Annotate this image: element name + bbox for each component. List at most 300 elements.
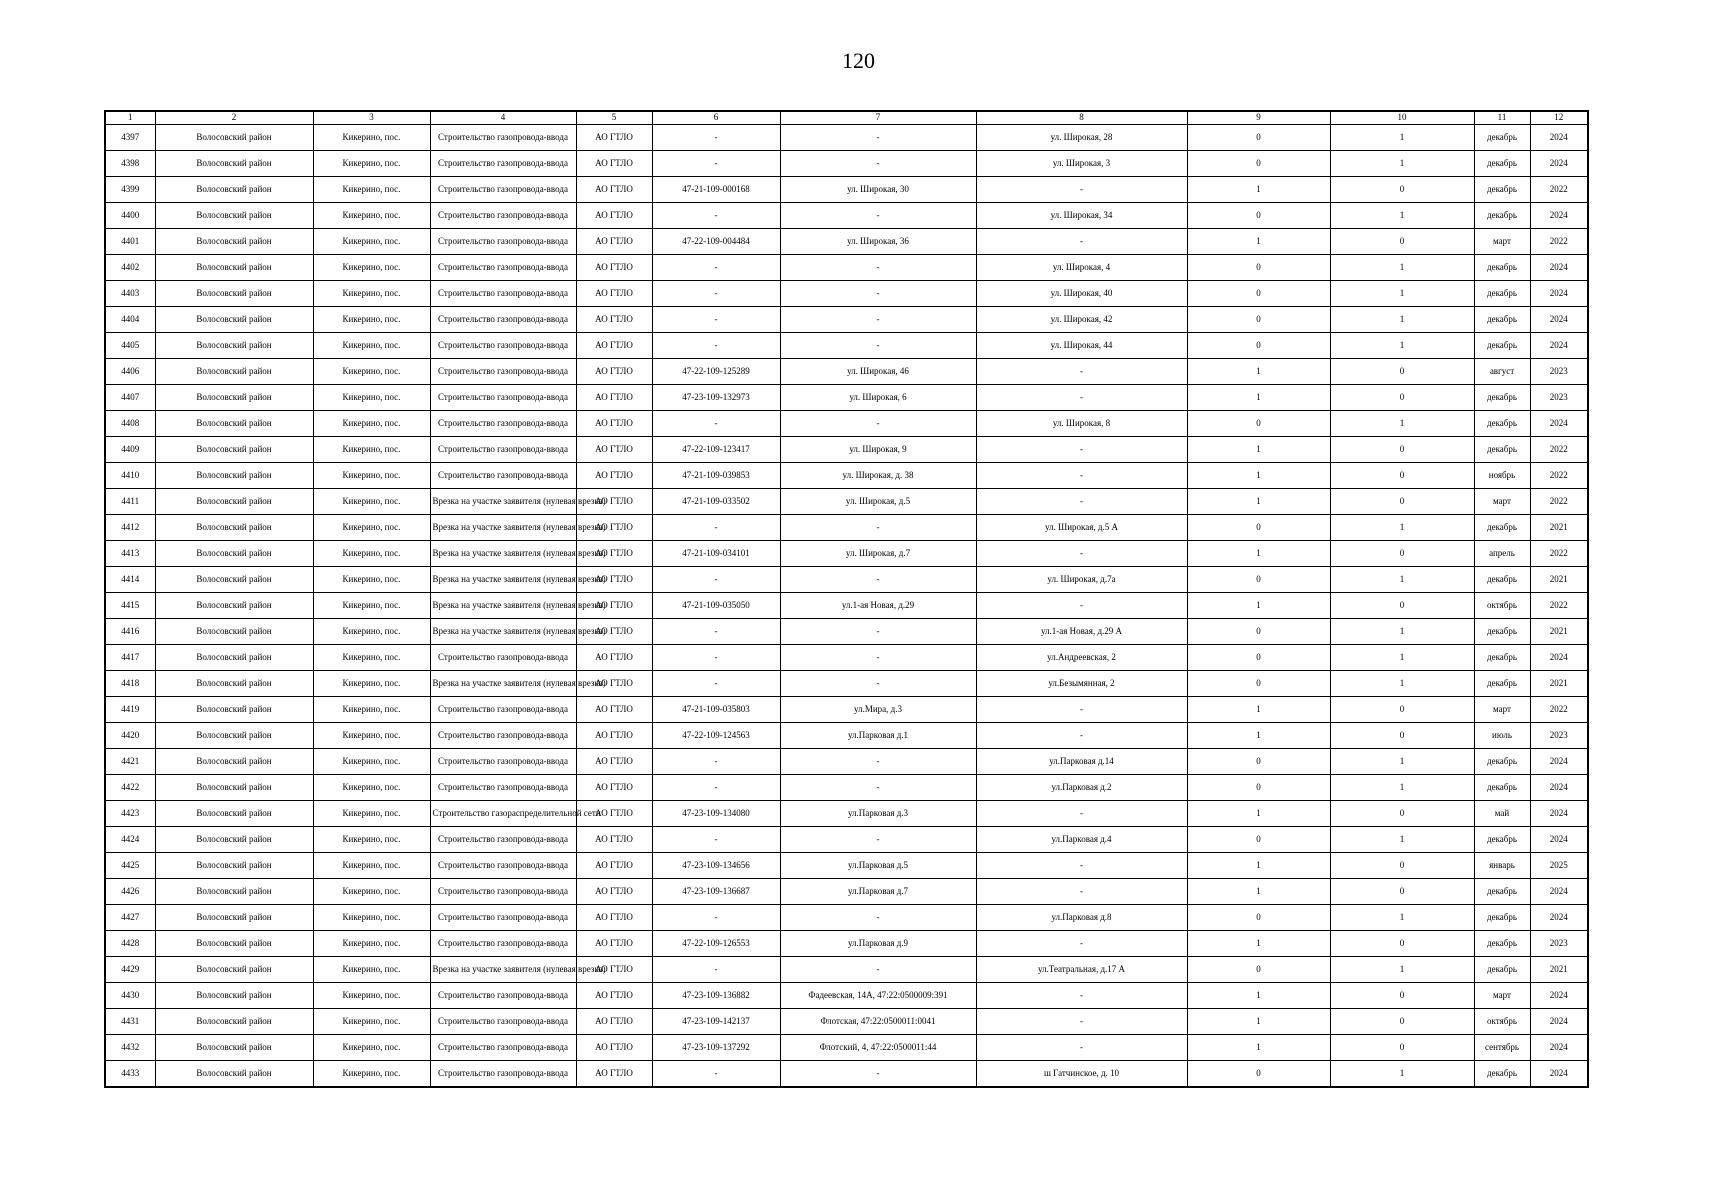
cell-address-a: ул. Широкая, 46 — [780, 359, 976, 385]
cell-cadastral-number: 47-22-109-126553 — [652, 931, 780, 957]
cell-cadastral-number: - — [652, 1061, 780, 1088]
cell-address-b: ул.Парковая д.4 — [976, 827, 1187, 853]
cell-month: январь — [1474, 853, 1530, 879]
cell-organization: АО ГТЛО — [576, 411, 652, 437]
cell-work-type: Строительство газораспределительной сети — [430, 801, 576, 827]
table-body — [105, 125, 1588, 1088]
cell-organization: АО ГТЛО — [576, 1035, 652, 1061]
cell-address-a: Флотский, 4, 47:22:0500011:44 — [780, 1035, 976, 1061]
cell-cadastral-number: 47-21-109-039853 — [652, 463, 780, 489]
cell-address-a: - — [780, 281, 976, 307]
cell-address-b: ул. Широкая, 28 — [976, 125, 1187, 151]
cell-address-b: ул.Театральная, д.17 А — [976, 957, 1187, 983]
table-row — [105, 255, 1588, 281]
table-row — [105, 1035, 1588, 1061]
table-row — [105, 203, 1588, 229]
cell-count-b: 0 — [1330, 541, 1474, 567]
cell-district: Волосовский район — [155, 1035, 313, 1061]
cell-address-a: - — [780, 749, 976, 775]
cell-month: декабрь — [1474, 411, 1530, 437]
cell-district: Волосовский район — [155, 723, 313, 749]
cell-address-a: - — [780, 957, 976, 983]
cell-work-type: Строительство газопровода-ввода — [430, 1035, 576, 1061]
cell-row-number: 4433 — [105, 1061, 155, 1088]
cell-year: 2021 — [1530, 515, 1588, 541]
cell-count-b: 0 — [1330, 359, 1474, 385]
cell-district: Волосовский район — [155, 905, 313, 931]
cell-month: декабрь — [1474, 125, 1530, 151]
cell-address-b: - — [976, 541, 1187, 567]
cell-count-b: 0 — [1330, 853, 1474, 879]
cell-address-b: ул. Широкая, 40 — [976, 281, 1187, 307]
cell-year: 2024 — [1530, 203, 1588, 229]
cell-address-b: - — [976, 801, 1187, 827]
cell-count-a: 1 — [1187, 463, 1330, 489]
cell-count-b: 1 — [1330, 411, 1474, 437]
table-row — [105, 853, 1588, 879]
cell-row-number: 4408 — [105, 411, 155, 437]
table-row — [105, 1009, 1588, 1035]
cell-cadastral-number: - — [652, 307, 780, 333]
cell-row-number: 4415 — [105, 593, 155, 619]
cell-organization: АО ГТЛО — [576, 1061, 652, 1088]
cell-organization: АО ГТЛО — [576, 255, 652, 281]
cell-district: Волосовский район — [155, 567, 313, 593]
cell-row-number: 4404 — [105, 307, 155, 333]
cell-row-number: 4403 — [105, 281, 155, 307]
cell-month: март — [1474, 229, 1530, 255]
cell-settlement: Кикерино, пос. — [313, 801, 430, 827]
cell-row-number: 4420 — [105, 723, 155, 749]
cell-count-a: 0 — [1187, 905, 1330, 931]
cell-count-a: 0 — [1187, 749, 1330, 775]
cell-address-a: - — [780, 671, 976, 697]
cell-row-number: 4416 — [105, 619, 155, 645]
cell-organization: АО ГТЛО — [576, 775, 652, 801]
cell-work-type: Строительство газопровода-ввода — [430, 203, 576, 229]
table-row — [105, 801, 1588, 827]
cell-month: декабрь — [1474, 385, 1530, 411]
cell-district: Волосовский район — [155, 281, 313, 307]
cell-count-a: 1 — [1187, 1009, 1330, 1035]
cell-address-b: ул. Широкая, 42 — [976, 307, 1187, 333]
cell-address-b: ул.Парковая д.14 — [976, 749, 1187, 775]
cell-year: 2023 — [1530, 359, 1588, 385]
cell-district: Волосовский район — [155, 411, 313, 437]
cell-organization: АО ГТЛО — [576, 905, 652, 931]
cell-address-a: ул. Широкая, 6 — [780, 385, 976, 411]
cell-cadastral-number: 47-23-109-134080 — [652, 801, 780, 827]
cell-settlement: Кикерино, пос. — [313, 1009, 430, 1035]
cell-organization: АО ГТЛО — [576, 697, 652, 723]
cell-year: 2024 — [1530, 125, 1588, 151]
cell-month: июль — [1474, 723, 1530, 749]
cell-district: Волосовский район — [155, 801, 313, 827]
cell-district: Волосовский район — [155, 255, 313, 281]
cell-district: Волосовский район — [155, 333, 313, 359]
cell-address-a: ул. Широкая, 30 — [780, 177, 976, 203]
page-number: 120 — [842, 48, 875, 73]
table-row — [105, 515, 1588, 541]
cell-year: 2024 — [1530, 307, 1588, 333]
cell-month: декабрь — [1474, 307, 1530, 333]
cell-settlement: Кикерино, пос. — [313, 463, 430, 489]
cell-district: Волосовский район — [155, 749, 313, 775]
cell-row-number: 4419 — [105, 697, 155, 723]
cell-settlement: Кикерино, пос. — [313, 931, 430, 957]
cell-address-a: - — [780, 827, 976, 853]
cell-row-number: 4418 — [105, 671, 155, 697]
cell-address-b: ул. Широкая, д.7а — [976, 567, 1187, 593]
cell-count-b: 0 — [1330, 983, 1474, 1009]
cell-cadastral-number: - — [652, 619, 780, 645]
cell-count-b: 1 — [1330, 333, 1474, 359]
cell-year: 2021 — [1530, 671, 1588, 697]
cell-address-a: ул. Широкая, 9 — [780, 437, 976, 463]
cell-settlement: Кикерино, пос. — [313, 437, 430, 463]
cell-count-a: 0 — [1187, 281, 1330, 307]
cell-district: Волосовский район — [155, 1061, 313, 1088]
cell-address-a: ул. Широкая, д.5 — [780, 489, 976, 515]
cell-settlement: Кикерино, пос. — [313, 905, 430, 931]
cell-settlement: Кикерино, пос. — [313, 177, 430, 203]
column-header-12: 12 — [1530, 111, 1588, 125]
cell-year: 2023 — [1530, 931, 1588, 957]
cell-cadastral-number: 47-22-109-124563 — [652, 723, 780, 749]
table-row — [105, 125, 1588, 151]
table-row — [105, 827, 1588, 853]
cell-address-b: - — [976, 931, 1187, 957]
table-row — [105, 697, 1588, 723]
cell-settlement: Кикерино, пос. — [313, 749, 430, 775]
cell-cadastral-number: 47-23-109-134656 — [652, 853, 780, 879]
cell-row-number: 4399 — [105, 177, 155, 203]
cell-address-a: - — [780, 125, 976, 151]
cell-count-b: 1 — [1330, 957, 1474, 983]
cell-count-a: 1 — [1187, 437, 1330, 463]
cell-address-a: Флотская, 47:22:0500011:0041 — [780, 1009, 976, 1035]
cell-count-a: 0 — [1187, 619, 1330, 645]
cell-settlement: Кикерино, пос. — [313, 775, 430, 801]
column-header-10: 10 — [1330, 111, 1474, 125]
table-row — [105, 723, 1588, 749]
cell-count-b: 1 — [1330, 1061, 1474, 1088]
cell-address-a: Фадеевская, 14А, 47:22:0500009:391 — [780, 983, 976, 1009]
cell-month: декабрь — [1474, 437, 1530, 463]
cell-address-b: - — [976, 463, 1187, 489]
cell-row-number: 4428 — [105, 931, 155, 957]
cell-year: 2024 — [1530, 1061, 1588, 1088]
cell-cadastral-number: - — [652, 775, 780, 801]
cell-count-a: 0 — [1187, 957, 1330, 983]
cell-district: Волосовский район — [155, 515, 313, 541]
cell-count-b: 0 — [1330, 723, 1474, 749]
cell-count-b: 1 — [1330, 671, 1474, 697]
table-row — [105, 749, 1588, 775]
cell-address-a: ул.Парковая д.1 — [780, 723, 976, 749]
cell-row-number: 4431 — [105, 1009, 155, 1035]
cell-month: декабрь — [1474, 645, 1530, 671]
cell-organization: АО ГТЛО — [576, 957, 652, 983]
cell-count-a: 0 — [1187, 411, 1330, 437]
cell-count-a: 1 — [1187, 801, 1330, 827]
cell-district: Волосовский район — [155, 177, 313, 203]
cell-district: Волосовский район — [155, 125, 313, 151]
cell-address-b: - — [976, 593, 1187, 619]
cell-year: 2025 — [1530, 853, 1588, 879]
cell-settlement: Кикерино, пос. — [313, 723, 430, 749]
cell-row-number: 4406 — [105, 359, 155, 385]
table-row — [105, 489, 1588, 515]
cell-count-a: 0 — [1187, 671, 1330, 697]
cell-row-number: 4422 — [105, 775, 155, 801]
table-row — [105, 541, 1588, 567]
cell-row-number: 4405 — [105, 333, 155, 359]
column-header-11: 11 — [1474, 111, 1530, 125]
cell-organization: АО ГТЛО — [576, 489, 652, 515]
cell-address-b: ул. Широкая, 4 — [976, 255, 1187, 281]
cell-work-type: Строительство газопровода-ввода — [430, 827, 576, 853]
cell-month: март — [1474, 983, 1530, 1009]
cell-district: Волосовский район — [155, 593, 313, 619]
cell-count-b: 1 — [1330, 151, 1474, 177]
cell-work-type: Строительство газопровода-ввода — [430, 125, 576, 151]
cell-settlement: Кикерино, пос. — [313, 541, 430, 567]
cell-organization: АО ГТЛО — [576, 593, 652, 619]
cell-address-b: - — [976, 1035, 1187, 1061]
cell-month: декабрь — [1474, 255, 1530, 281]
cell-count-a: 0 — [1187, 567, 1330, 593]
cell-count-a: 1 — [1187, 697, 1330, 723]
cell-year: 2024 — [1530, 775, 1588, 801]
cell-organization: АО ГТЛО — [576, 645, 652, 671]
cell-month: декабрь — [1474, 931, 1530, 957]
cell-count-a: 1 — [1187, 879, 1330, 905]
cell-year: 2024 — [1530, 827, 1588, 853]
table-row — [105, 411, 1588, 437]
cell-count-a: 0 — [1187, 645, 1330, 671]
table-row — [105, 385, 1588, 411]
cell-settlement: Кикерино, пос. — [313, 619, 430, 645]
cell-district: Волосовский район — [155, 1009, 313, 1035]
cell-organization: АО ГТЛО — [576, 853, 652, 879]
cell-year: 2024 — [1530, 905, 1588, 931]
cell-cadastral-number: - — [652, 567, 780, 593]
cell-count-b: 1 — [1330, 281, 1474, 307]
cell-count-a: 1 — [1187, 177, 1330, 203]
table-row — [105, 333, 1588, 359]
cell-cadastral-number: - — [652, 125, 780, 151]
cell-organization: АО ГТЛО — [576, 177, 652, 203]
cell-count-a: 1 — [1187, 931, 1330, 957]
cell-month: март — [1474, 489, 1530, 515]
cell-count-b: 0 — [1330, 593, 1474, 619]
cell-address-b: - — [976, 723, 1187, 749]
table-row — [105, 775, 1588, 801]
cell-organization: АО ГТЛО — [576, 229, 652, 255]
cell-cadastral-number: - — [652, 749, 780, 775]
cell-address-b: ул. Широкая, д.5 А — [976, 515, 1187, 541]
cell-month: декабрь — [1474, 827, 1530, 853]
cell-row-number: 4421 — [105, 749, 155, 775]
cell-month: октябрь — [1474, 1009, 1530, 1035]
cell-row-number: 4398 — [105, 151, 155, 177]
cell-count-b: 0 — [1330, 229, 1474, 255]
cell-count-a: 0 — [1187, 203, 1330, 229]
cell-address-b: ул.Парковая д.2 — [976, 775, 1187, 801]
cell-cadastral-number: 47-21-109-035050 — [652, 593, 780, 619]
cell-address-a: ул. Широкая, д. 38 — [780, 463, 976, 489]
cell-year: 2024 — [1530, 1035, 1588, 1061]
cell-settlement: Кикерино, пос. — [313, 1061, 430, 1088]
cell-address-a: - — [780, 515, 976, 541]
cell-count-b: 1 — [1330, 645, 1474, 671]
cell-count-a: 0 — [1187, 1061, 1330, 1088]
cell-cadastral-number: 47-23-109-142137 — [652, 1009, 780, 1035]
cell-work-type: Строительство газопровода-ввода — [430, 437, 576, 463]
cell-year: 2024 — [1530, 749, 1588, 775]
cell-count-a: 1 — [1187, 723, 1330, 749]
cell-address-a: ул.Парковая д.9 — [780, 931, 976, 957]
cell-count-a: 1 — [1187, 385, 1330, 411]
cell-month: декабрь — [1474, 749, 1530, 775]
table-row — [105, 593, 1588, 619]
cell-settlement: Кикерино, пос. — [313, 151, 430, 177]
cell-settlement: Кикерино, пос. — [313, 697, 430, 723]
cell-work-type: Строительство газопровода-ввода — [430, 255, 576, 281]
cell-year: 2022 — [1530, 463, 1588, 489]
cell-address-a: - — [780, 567, 976, 593]
cell-row-number: 4423 — [105, 801, 155, 827]
cell-organization: АО ГТЛО — [576, 151, 652, 177]
cell-settlement: Кикерино, пос. — [313, 957, 430, 983]
cell-district: Волосовский район — [155, 541, 313, 567]
cell-address-b: - — [976, 385, 1187, 411]
cell-settlement: Кикерино, пос. — [313, 255, 430, 281]
cell-month: май — [1474, 801, 1530, 827]
cell-cadastral-number: - — [652, 827, 780, 853]
cell-work-type: Строительство газопровода-ввода — [430, 931, 576, 957]
table-row — [105, 463, 1588, 489]
cell-work-type: Строительство газопровода-ввода — [430, 411, 576, 437]
cell-work-type: Строительство газопровода-ввода — [430, 177, 576, 203]
cell-count-b: 0 — [1330, 489, 1474, 515]
cell-work-type: Строительство газопровода-ввода — [430, 775, 576, 801]
cell-work-type: Строительство газопровода-ввода — [430, 359, 576, 385]
cell-address-a: ул.Мира, д.3 — [780, 697, 976, 723]
cell-row-number: 4430 — [105, 983, 155, 1009]
cell-organization: АО ГТЛО — [576, 125, 652, 151]
column-header-8: 8 — [976, 111, 1187, 125]
cell-address-b: - — [976, 879, 1187, 905]
cell-organization: АО ГТЛО — [576, 827, 652, 853]
cell-month: декабрь — [1474, 151, 1530, 177]
table-row — [105, 567, 1588, 593]
cell-row-number: 4417 — [105, 645, 155, 671]
cell-count-b: 0 — [1330, 697, 1474, 723]
cell-work-type: Врезка на участке заявителя (нулевая врезка) — [430, 671, 576, 697]
cell-count-b: 0 — [1330, 463, 1474, 489]
cell-settlement: Кикерино, пос. — [313, 1035, 430, 1061]
cell-count-a: 0 — [1187, 307, 1330, 333]
table-row — [105, 645, 1588, 671]
cell-district: Волосовский район — [155, 827, 313, 853]
cell-month: декабрь — [1474, 281, 1530, 307]
cell-work-type: Строительство газопровода-ввода — [430, 697, 576, 723]
cell-address-a: ул.1-ая Новая, д.29 — [780, 593, 976, 619]
cell-settlement: Кикерино, пос. — [313, 203, 430, 229]
cell-address-b: - — [976, 1009, 1187, 1035]
cell-work-type: Строительство газопровода-ввода — [430, 463, 576, 489]
cell-settlement: Кикерино, пос. — [313, 593, 430, 619]
cell-row-number: 4397 — [105, 125, 155, 151]
cell-address-b: - — [976, 359, 1187, 385]
cell-year: 2022 — [1530, 541, 1588, 567]
cell-settlement: Кикерино, пос. — [313, 359, 430, 385]
cell-cadastral-number: 47-23-109-132973 — [652, 385, 780, 411]
table-row — [105, 1061, 1588, 1088]
cell-month: декабрь — [1474, 905, 1530, 931]
cell-cadastral-number: 47-21-109-034101 — [652, 541, 780, 567]
cell-row-number: 4425 — [105, 853, 155, 879]
cell-work-type: Строительство газопровода-ввода — [430, 749, 576, 775]
cell-district: Волосовский район — [155, 489, 313, 515]
table-row — [105, 307, 1588, 333]
cell-row-number: 4400 — [105, 203, 155, 229]
cell-month: декабрь — [1474, 671, 1530, 697]
cell-month: декабрь — [1474, 567, 1530, 593]
cell-work-type: Строительство газопровода-ввода — [430, 1061, 576, 1088]
cell-district: Волосовский район — [155, 853, 313, 879]
cell-count-a: 0 — [1187, 125, 1330, 151]
cell-count-a: 0 — [1187, 151, 1330, 177]
cell-work-type: Врезка на участке заявителя (нулевая врезка) — [430, 567, 576, 593]
cell-count-a: 0 — [1187, 333, 1330, 359]
column-header-2: 2 — [155, 111, 313, 125]
cell-month: август — [1474, 359, 1530, 385]
column-header-6: 6 — [652, 111, 780, 125]
cell-count-b: 1 — [1330, 515, 1474, 541]
table-row — [105, 437, 1588, 463]
cell-row-number: 4426 — [105, 879, 155, 905]
cell-year: 2024 — [1530, 801, 1588, 827]
cell-month: октябрь — [1474, 593, 1530, 619]
cell-month: декабрь — [1474, 203, 1530, 229]
column-header-5: 5 — [576, 111, 652, 125]
column-header-4: 4 — [430, 111, 576, 125]
cell-cadastral-number: 47-22-109-123417 — [652, 437, 780, 463]
cell-year: 2022 — [1530, 593, 1588, 619]
cell-count-a: 1 — [1187, 1035, 1330, 1061]
header-row — [105, 111, 1588, 125]
cell-district: Волосовский район — [155, 229, 313, 255]
cell-settlement: Кикерино, пос. — [313, 671, 430, 697]
cell-organization: АО ГТЛО — [576, 203, 652, 229]
cell-year: 2022 — [1530, 697, 1588, 723]
cell-district: Волосовский район — [155, 671, 313, 697]
cell-count-a: 1 — [1187, 359, 1330, 385]
cell-address-a: ул.Парковая д.3 — [780, 801, 976, 827]
cell-address-a: ул.Парковая д.7 — [780, 879, 976, 905]
cell-district: Волосовский район — [155, 775, 313, 801]
cell-settlement: Кикерино, пос. — [313, 853, 430, 879]
cell-work-type: Врезка на участке заявителя (нулевая врезка) — [430, 957, 576, 983]
cell-work-type: Строительство газопровода-ввода — [430, 645, 576, 671]
cell-count-a: 0 — [1187, 515, 1330, 541]
cell-row-number: 4411 — [105, 489, 155, 515]
cell-address-b: ул. Широкая, 34 — [976, 203, 1187, 229]
table-row — [105, 359, 1588, 385]
